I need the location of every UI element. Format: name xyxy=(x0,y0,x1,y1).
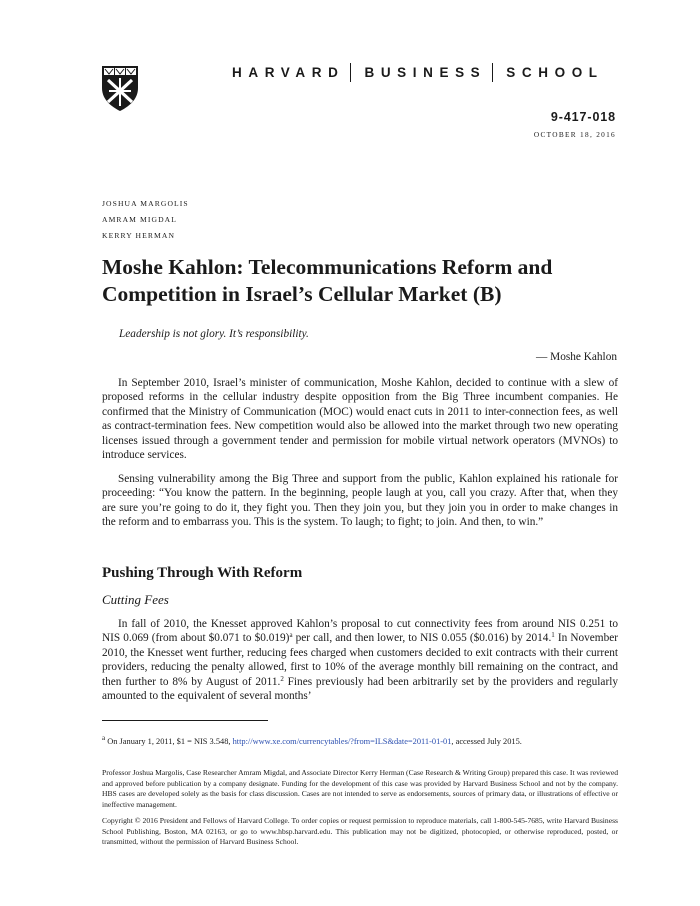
paragraph-text: In November 2010, the Knesset went further, reducing fees charged when customers decided to exit contracts with their current providers, reducing the penalty allowed, first to 10% of the average monthly bill remaining on the contract, and then further to 8% by August of 2011. xyxy=(102,632,618,688)
author-name: KERRY HERMAN xyxy=(102,231,176,240)
masthead-school: SCHOOL xyxy=(506,65,604,80)
epigraph-quote: Leadership is not glory. It’s responsibility. xyxy=(119,328,309,340)
paragraph-text: Sensing vulnerability among the Big Three and support from the public, Kahlon explained his rationale for proceeding: “You know the pattern. In the beginning, people laugh at you, call you crazy. After that, when they are sure you’re going to do it, they fight you. Then they join you, but they join you in order to make changes in the reform and to embarrass you. This is the system. To laugh; to fight; to join. And then, to win.” xyxy=(102,473,618,529)
footnote-link[interactable]: http://www.xe.com/currencytables/?from=ILS&date=2011-01-01 xyxy=(232,737,452,746)
author-name: AMRAM MIGDAL xyxy=(102,215,178,224)
body-paragraph xyxy=(102,472,618,530)
endnote-ref[interactable]: 2 xyxy=(280,674,284,683)
paragraph-text: In September 2010, Israel’s minister of communication, Moshe Kahlon, decided to continue with a slew of proposed reforms in the cellular industry despite opposition from the Big Three incumbent companies. He confirmed that the Ministry of Communication (MOC) would enact cuts in 2011 to inter-connection fees, as well as contract-termination fees. New competition would also be allowed into the market through two new operating licenses issued through a government tender and permission for mobile virtual network operators (MVNOs) to introduce services. xyxy=(102,377,618,462)
masthead-divider xyxy=(492,63,493,82)
case-number: 9-417-018 xyxy=(550,110,616,124)
body-paragraph xyxy=(102,617,618,703)
author-list xyxy=(102,196,189,244)
section-heading: Pushing Through With Reform xyxy=(102,565,303,581)
footnote-divider xyxy=(102,720,268,721)
school-masthead xyxy=(232,63,604,82)
footnote-text: , accessed July 2015. xyxy=(451,737,522,746)
case-disclaimer: Professor Joshua Margolis, Case Researcher Amram Migdal, and Associate Director Kerry Herman (Case Research & Writing Group) prepared this case. It was reviewed and approved before publication by a company designate. Funding for the development of this case was provided by Harvard Business School and not by the company. HBS cases are developed solely as the basis for class discussion. Cases are not intended to serve as endorsements, sources of primary data, or illustrations of effective or ineffective management. xyxy=(102,768,618,809)
body-paragraph xyxy=(102,376,618,462)
masthead-harvard: HARVARD xyxy=(232,65,345,80)
footnote-marker: a xyxy=(102,734,106,742)
subsection-heading: Cutting Fees xyxy=(102,592,169,607)
copyright-notice: Copyright © 2016 President and Fellows of Harvard College. To order copies or request permission to reproduce materials, call 1-800-545-7685, write Harvard Business School Publishing, Boston, MA 02163, or go to www.hbsp.harvard.edu. This publication may not be digitized, photocopied, or otherwise reproduced, posted, or transmitted, without the permission of Harvard Business School. xyxy=(102,816,618,847)
epigraph-attribution: — Moshe Kahlon xyxy=(536,351,617,363)
paragraph-text: Fines previously had been arbitrarily set by the providers and regularly amounted to the equivalent of several months’ xyxy=(102,675,618,703)
case-date: OCTOBER 18, 2016 xyxy=(533,130,616,139)
case-title: Moshe Kahlon: Telecommunications Reform and Competition in Israel’s Cellular Market (B) xyxy=(102,255,553,306)
paragraph-text: per call, and then lower, to NIS 0.055 ($0.016) by 2014. xyxy=(292,632,552,645)
masthead-business: BUSINESS xyxy=(364,65,487,80)
paragraph-text: In fall of 2010, the Knesset approved Kahlon’s proposal to cut connectivity fees from around NIS 0.251 to NIS 0.069 (from about $0.071 to $0.019) xyxy=(102,618,618,645)
harvard-shield-logo xyxy=(101,64,139,112)
masthead-divider xyxy=(350,63,351,82)
footnote-ref[interactable]: a xyxy=(289,631,293,640)
footnote xyxy=(102,734,622,746)
endnote-ref[interactable]: 1 xyxy=(551,631,555,640)
author-name: JOSHUA MARGOLIS xyxy=(102,199,189,208)
footnote-text: On January 1, 2011, $1 = NIS 3.548, xyxy=(105,737,233,746)
